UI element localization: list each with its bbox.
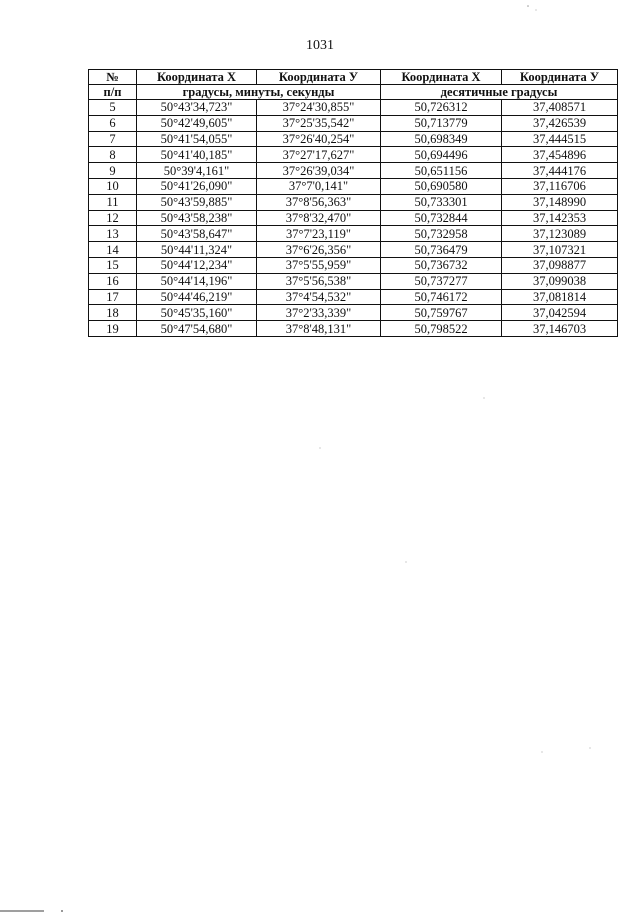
dms-y-cell: 37°2'33,339" [257,305,381,321]
row-number-cell: 15 [89,257,137,273]
decimal-x-cell: 50,694496 [381,147,502,163]
decimal-y-cell: 37,099038 [502,273,618,289]
dms-x-cell: 50°44'14,196" [137,273,257,289]
table-row [89,257,618,273]
decimal-y-cell: 37,148990 [502,194,618,210]
decimal-y-cell: 37,408571 [502,100,618,116]
decimal-x-cell: 50,759767 [381,305,502,321]
decimal-x-cell: 50,726312 [381,100,502,116]
dms-x-cell: 50°44'12,234" [137,257,257,273]
dms-y-cell: 37°27'17,627" [257,147,381,163]
dms-x-cell: 50°43'34,723" [137,100,257,116]
dms-x-cell: 50°47'54,680" [137,321,257,337]
table-row [89,194,618,210]
table-row [89,242,618,258]
page-number: 1031 [306,38,334,53]
dms-x-cell: 50°43'58,238" [137,210,257,226]
dms-y-cell: 37°24'30,855" [257,100,381,116]
dms-x-cell: 50°42'49,605" [137,115,257,131]
row-number-cell: 17 [89,289,137,305]
decimal-y-cell: 37,444515 [502,131,618,147]
row-number-cell: 19 [89,321,137,337]
dms-y-cell: 37°26'39,034" [257,163,381,179]
dms-y-cell: 37°7'0,141" [257,178,381,194]
row-number-cell: 14 [89,242,137,258]
decimal-y-cell: 37,116706 [502,178,618,194]
table-row [89,210,618,226]
scan-dot [527,5,529,7]
dms-y-cell: 37°6'26,356" [257,242,381,258]
decimal-x-cell: 50,746172 [381,289,502,305]
table-body [89,100,618,337]
table-row [89,305,618,321]
dms-x-cell: 50°45'35,160" [137,305,257,321]
table-row [89,178,618,194]
row-number-cell: 6 [89,115,137,131]
table-row [89,289,618,305]
table-row [89,147,618,163]
scan-dot [319,447,320,448]
decimal-x-cell: 50,798522 [381,321,502,337]
dms-y-cell: 37°8'32,470" [257,210,381,226]
decimal-x-cell: 50,690580 [381,178,502,194]
row-number-cell: 5 [89,100,137,116]
table-row [89,100,618,116]
header-decimal-x: Координата X [381,70,502,85]
dms-x-cell: 50°39'4,161" [137,163,257,179]
dms-x-cell: 50°41'54,055" [137,131,257,147]
decimal-y-cell: 37,146703 [502,321,618,337]
decimal-y-cell: 37,042594 [502,305,618,321]
dms-y-cell: 37°5'56,538" [257,273,381,289]
coordinates-table [88,69,618,337]
decimal-y-cell: 37,444176 [502,163,618,179]
header-row [89,70,618,85]
dms-y-cell: 37°4'54,532" [257,289,381,305]
decimal-x-cell: 50,713779 [381,115,502,131]
table-row [89,226,618,242]
dms-y-cell: 37°25'35,542" [257,115,381,131]
dms-y-cell: 37°8'48,131" [257,321,381,337]
dms-y-cell: 37°8'56,363" [257,194,381,210]
decimal-y-cell: 37,098877 [502,257,618,273]
row-number-cell: 16 [89,273,137,289]
decimal-y-cell: 37,454896 [502,147,618,163]
row-number-cell: 11 [89,194,137,210]
subheader-row [89,85,618,100]
dms-y-cell: 37°7'23,119" [257,226,381,242]
row-number-cell: 7 [89,131,137,147]
table-row [89,163,618,179]
decimal-x-cell: 50,733301 [381,194,502,210]
scan-dot [61,910,63,912]
decimal-x-cell: 50,736732 [381,257,502,273]
decimal-y-cell: 37,426539 [502,115,618,131]
header-dms-x: Координата X [137,70,257,85]
decimal-x-cell: 50,698349 [381,131,502,147]
table-row [89,131,618,147]
row-number-cell: 9 [89,163,137,179]
dms-x-cell: 50°41'40,185" [137,147,257,163]
scan-dot [589,747,590,748]
decimal-x-cell: 50,651156 [381,163,502,179]
table-row [89,321,618,337]
header-number: № [89,70,137,85]
dms-x-cell: 50°44'46,219" [137,289,257,305]
dms-y-cell: 37°26'40,254" [257,131,381,147]
decimal-x-cell: 50,732844 [381,210,502,226]
decimal-x-cell: 50,737277 [381,273,502,289]
dms-x-cell: 50°44'11,324" [137,242,257,258]
scan-dot [541,751,542,752]
table-row [89,115,618,131]
header-decimal-group: десятичные градусы [381,85,618,100]
decimal-y-cell: 37,142353 [502,210,618,226]
dms-x-cell: 50°43'59,885" [137,194,257,210]
row-number-cell: 13 [89,226,137,242]
header-dms-group: градусы, минуты, секунды [137,85,381,100]
row-number-cell: 10 [89,178,137,194]
decimal-x-cell: 50,732958 [381,226,502,242]
dms-x-cell: 50°43'58,647" [137,226,257,242]
scan-dot [405,561,406,562]
row-number-cell: 8 [89,147,137,163]
scan-dot [535,9,536,10]
row-number-cell: 18 [89,305,137,321]
header-dms-y: Координата У [257,70,381,85]
decimal-x-cell: 50,736479 [381,242,502,258]
table-row [89,273,618,289]
scan-dot [483,397,484,398]
row-number-cell: 12 [89,210,137,226]
dms-y-cell: 37°5'55,959" [257,257,381,273]
decimal-y-cell: 37,081814 [502,289,618,305]
decimal-y-cell: 37,123089 [502,226,618,242]
decimal-y-cell: 37,107321 [502,242,618,258]
header-decimal-y: Координата У [502,70,618,85]
dms-x-cell: 50°41'26,090" [137,178,257,194]
header-sequence: п/п [89,85,137,100]
